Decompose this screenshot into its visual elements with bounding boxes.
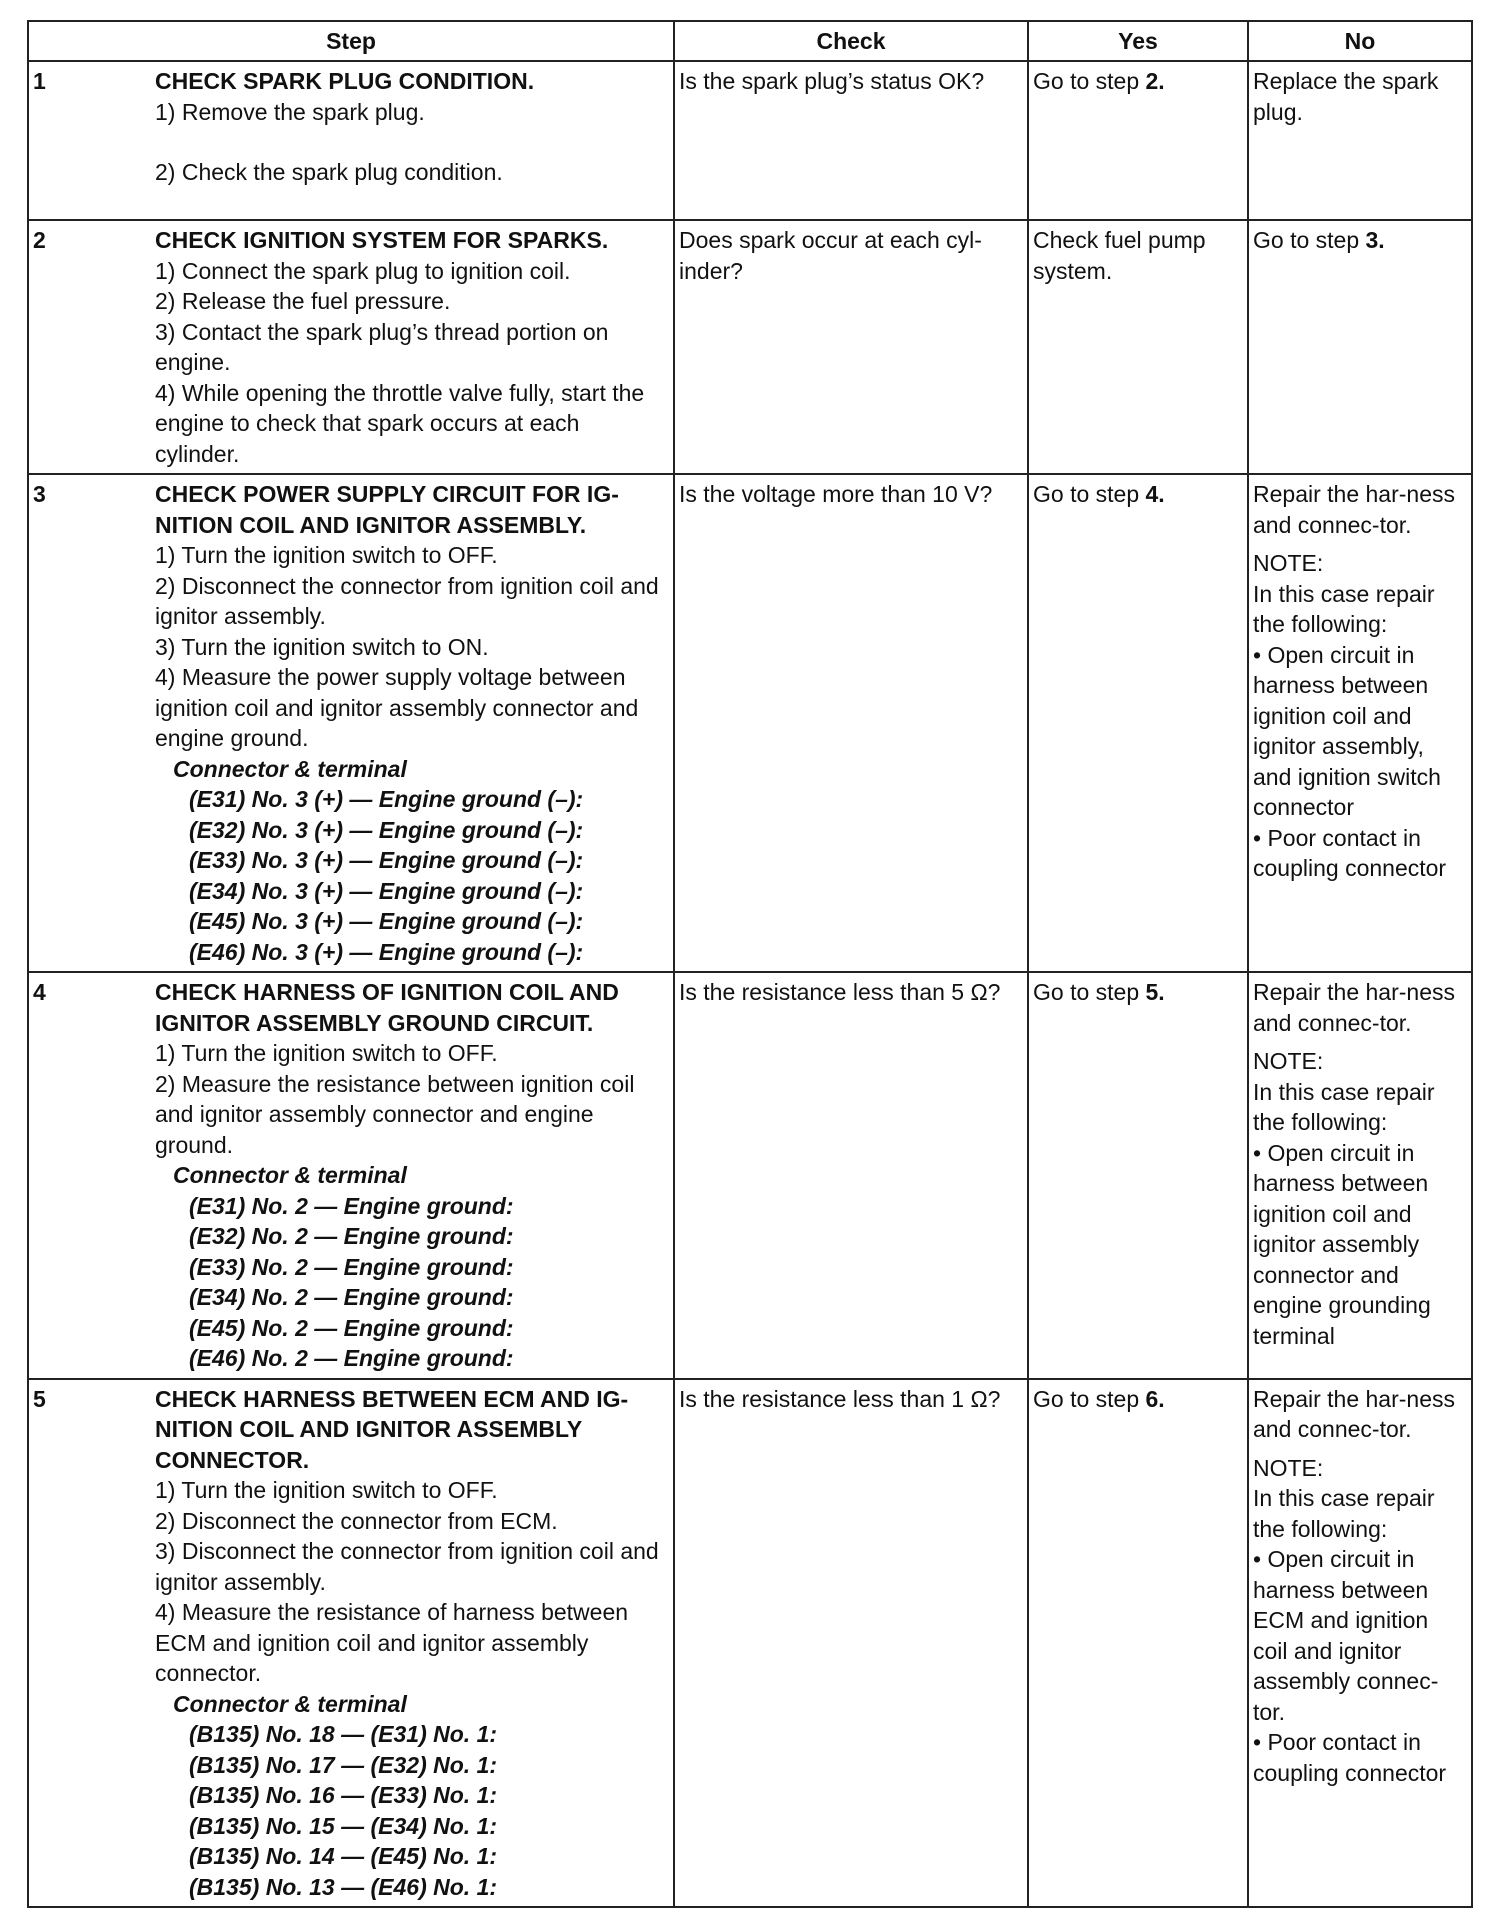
step-cell [28,474,674,972]
connector-line: (E45) No. 3 (+) — Engine ground (–): [189,908,584,934]
step-title: CHECK IGNITION SYSTEM FOR SPARKS. [155,227,609,253]
yes-text: Go to step [1033,481,1146,507]
yes-step-ref: 6. [1145,1385,1165,1412]
table-row [28,61,1472,220]
connector-heading: Connector & terminal [173,1690,407,1717]
connector-line: (B135) No. 14 — (E45) No. 1: [189,1843,498,1869]
step-instruction: 1) Remove the spark plug. [155,98,425,125]
connector-line: (B135) No. 18 — (E31) No. 1: [189,1721,498,1747]
yes-text: Go to step [1033,68,1146,94]
connector-line: (B135) No. 16 — (E33) No. 1: [189,1782,498,1808]
step-title: CHECK HARNESS OF IGNITION COIL AND IGNITOR ASSEMBLY GROUND CIRCUIT. [155,979,619,1036]
connector-line: (E33) No. 2 — Engine ground: [189,1253,514,1280]
no-text: Go to step [1253,227,1366,253]
yes-cell [1028,1379,1248,1908]
connector-line: (B135) No. 17 — (E32) No. 1: [189,1751,498,1778]
step-title: CHECK POWER SUPPLY CIRCUIT FOR IG-NITION COIL AND IGNITOR ASSEMBLY. [155,481,619,538]
step-instruction: 2) Check the spark plug condition. [155,159,503,185]
check-cell: Is the resistance less than 1 Ω? [674,1379,1028,1908]
step-title: CHECK SPARK PLUG CONDITION. [155,68,535,94]
note-text: In this case repair the following: [1253,580,1435,637]
no-main-text: Repair the har-ness and connec-tor. [1253,1385,1455,1442]
header-no: No [1248,21,1472,61]
note-label: NOTE: [1253,550,1324,576]
no-cell [1248,972,1472,1379]
no-step-ref: 3. [1365,227,1385,253]
step-instruction: 1) Connect the spark plug to ignition coil. [155,257,571,284]
yes-step-ref: 4. [1145,481,1165,507]
step-number: 2 [33,227,46,253]
yes-step-ref: 5. [1145,979,1165,1005]
table-row [28,220,1472,474]
step-instruction: 4) Measure the resistance of harness between ECM and ignition coil and ignitor assembly connector. [155,1599,629,1686]
note-bullet: • Poor contact in coupling connector [1253,824,1447,881]
connector-heading: Connector & terminal [173,755,407,782]
note-label: NOTE: [1253,1048,1324,1074]
note-text: In this case repair the following: [1253,1485,1435,1542]
check-cell: Does spark occur at each cyl-inder? [674,220,1028,474]
step-cell [28,220,674,474]
step-instruction: 2) Release the fuel pressure. [155,288,451,314]
connector-line: (E32) No. 3 (+) — Engine ground (–): [189,816,584,843]
step-instruction: 2) Disconnect the connector from ECM. [155,1507,558,1534]
step-number: 3 [33,481,46,507]
step-instruction: 4) Measure the power supply voltage between ignition coil and ignitor assembly connector and engine ground. [155,664,639,751]
step-cell [28,972,674,1379]
yes-cell [1028,61,1248,220]
no-cell [1248,474,1472,972]
step-number: 1 [33,68,46,94]
step-instruction: 3) Turn the ignition switch to ON. [155,633,489,660]
connector-line: (E31) No. 2 — Engine ground: [189,1192,514,1219]
connector-line: (B135) No. 15 — (E34) No. 1: [189,1812,498,1839]
step-number: 5 [33,1385,46,1412]
step-instruction: 1) Turn the ignition switch to OFF. [155,542,498,568]
step-instruction: 3) Contact the spark plug’s thread portion on engine. [155,318,609,375]
step-instruction: 1) Turn the ignition switch to OFF. [155,1477,498,1503]
no-cell [1248,220,1472,474]
step-instruction: 4) While opening the throttle valve fully, start the engine to check that spark occurs at each cylinder. [155,379,645,467]
connector-line: (E46) No. 3 (+) — Engine ground (–): [189,938,584,965]
header-yes: Yes [1028,21,1248,61]
connector-heading: Connector & terminal [173,1162,407,1188]
step-instruction: 2) Disconnect the connector from ignition coil and ignitor assembly. [155,572,659,629]
step-instruction: 2) Measure the resistance between ignition coil and ignitor assembly connector and engine ground. [155,1070,635,1158]
table-row [28,972,1472,1379]
note-bullet: • Poor contact in coupling connector [1253,1729,1447,1786]
yes-text: Go to step [1033,1385,1146,1412]
step-cell [28,61,674,220]
no-cell [1248,1379,1472,1908]
step-instruction: 3) Disconnect the connector from ignition coil and ignitor assembly. [155,1538,659,1595]
yes-step-ref: 2. [1145,68,1165,94]
header-row [28,21,1472,61]
note-bullet: • Open circuit in harness between ECM and ignition coil and ignitor assembly connec-tor. [1253,1546,1439,1725]
note-text: In this case repair the following: [1253,1078,1435,1135]
no-cell: Replace the spark plug. [1248,61,1472,220]
connector-line: (E33) No. 3 (+) — Engine ground (–): [189,847,584,873]
yes-cell [1028,474,1248,972]
check-cell: Is the resistance less than 5 Ω? [674,972,1028,1379]
check-cell: Is the spark plug’s status OK? [674,61,1028,220]
header-step: Step [28,21,674,61]
connector-line: (E45) No. 2 — Engine ground: [189,1314,514,1341]
yes-cell [1028,972,1248,1379]
connector-line: (E31) No. 3 (+) — Engine ground (–): [189,786,584,812]
diagnostic-table [27,20,1473,1908]
table-row [28,474,1472,972]
header-check: Check [674,21,1028,61]
yes-text: Go to step [1033,979,1146,1005]
note-bullet: • Open circuit in harness between ignition coil and ignitor assembly connector and engine grounding terminal [1253,1139,1431,1349]
connector-line: (B135) No. 13 — (E46) No. 1: [189,1873,498,1900]
note-label: NOTE: [1253,1454,1324,1481]
connector-line: (E34) No. 3 (+) — Engine ground (–): [189,877,584,904]
connector-line: (E34) No. 2 — Engine ground: [189,1284,514,1310]
yes-cell: Check fuel pump system. [1028,220,1248,474]
no-main-text: Repair the har-ness and connec-tor. [1253,979,1455,1036]
connector-line: (E32) No. 2 — Engine ground: [189,1223,514,1249]
table-row [28,1379,1472,1908]
step-number: 4 [33,979,46,1005]
step-title: CHECK HARNESS BETWEEN ECM AND IG-NITION COIL AND IGNITOR ASSEMBLY CONNECTOR. [155,1385,629,1473]
step-instruction: 1) Turn the ignition switch to OFF. [155,1040,498,1066]
connector-line: (E46) No. 2 — Engine ground: [189,1345,514,1371]
step-cell [28,1379,674,1908]
check-cell: Is the voltage more than 10 V? [674,474,1028,972]
note-bullet: • Open circuit in harness between ignition coil and ignitor assembly, and ignition switch connector [1253,641,1441,820]
no-main-text: Repair the har-ness and connec-tor. [1253,481,1455,538]
